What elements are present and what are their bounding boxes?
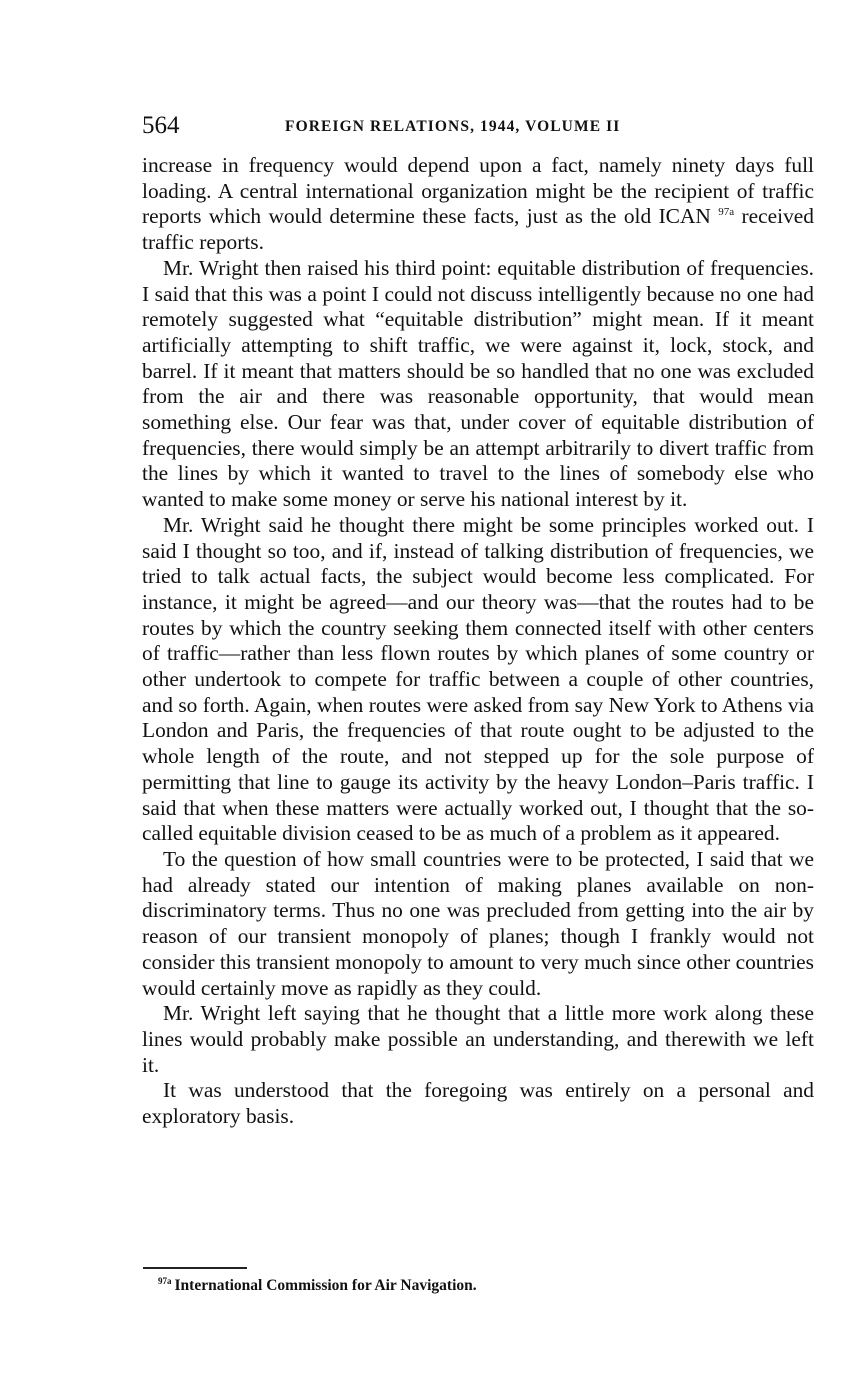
paragraph-5: Mr. Wright left saying that he thought that a little more work along these lines would probably make possible an understanding, and therewith we left it. (142, 1001, 814, 1077)
paragraph-3: Mr. Wright said he thought there might be some principles worked out. I said I thought so too, and if, instead of talking distribution of frequencies, we tried to talk actual facts, the subject would become less complicated. For instance, it might be agreed—and our theory was—that the routes had to be routes by which the country seeking them connected itself with other centers of traffic—rather than less flown routes by which planes of some country or other undertook to compete for traffic between a couple of other countries, and so forth. Again, when routes were asked from say New York to Athens via London and Paris, the frequencies of that route ought to be adjusted to the whole length of the route, and not stepped up for the sole purpose of permitting that line to gauge its activity by the heavy London–Paris traffic. I said that when these matters were actually worked out, I thought that the so-called equitable division ceased to be as much of a problem as it appeared. (142, 512, 814, 846)
running-title: FOREIGN RELATIONS, 1944, VOLUME II (285, 118, 621, 135)
paragraph-1-text: increase in frequency would depend upon a fact, namely ninety days full loading. A central international organization might be the recipient of traffic reports which would determine these facts, just as the old ICAN (142, 153, 814, 229)
footnote-mark: 97a (158, 1276, 172, 1286)
paragraph-6: It was understood that the foregoing was entirely on a personal and exploratory basis. (142, 1078, 814, 1129)
footnote (158, 1276, 477, 1296)
page-number: 564 (142, 112, 180, 139)
running-head (142, 112, 814, 144)
footnote-text: International Commission for Air Navigation. (174, 1277, 477, 1294)
paragraph-2: Mr. Wright then raised his third point: equitable distribution of frequencies. I said that this was a point I could not discuss intelligently because no one had remotely suggested what “equitable distribution” might mean. If it meant artificially attempting to shift traffic, we were against it, lock, stock, and barrel. If it meant that matters should be so handled that no one was excluded from the air and there was reasonable opportunity, that would mean something else. Our fear was that, under cover of equitable distribution of frequencies, there would simply be an attempt arbitrarily to divert traffic from the lines by which it wanted to travel to the lines of somebody else who wanted to make some money or serve his national interest by it. (142, 255, 814, 512)
paragraph-4: To the question of how small countries were to be protected, I said that we had already stated our intention of making planes available on non-discriminatory terms. Thus no one was precluded from getting into the air by reason of our transient monopoly of planes; though I frankly would not consider this transient monopoly to amount to very much since other countries would certainly move as rapidly as they could. (142, 846, 814, 1000)
paragraph-1 (142, 153, 814, 256)
footnote-divider (143, 1267, 247, 1269)
paragraph-1-text-end: received traffic reports. (142, 204, 814, 255)
footnote-reference: 97a (718, 206, 735, 219)
body-text (142, 153, 814, 1130)
